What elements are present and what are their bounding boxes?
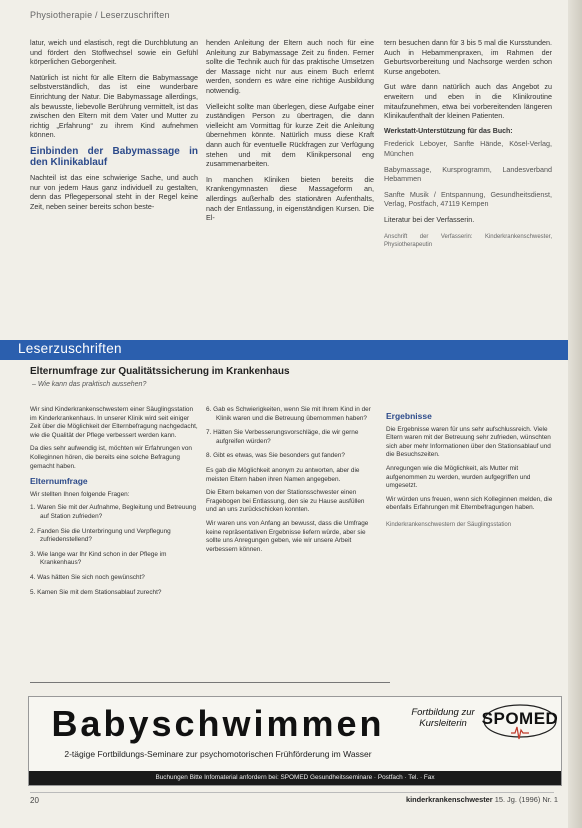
page-number: 20 — [30, 796, 39, 805]
paragraph: Es gab die Möglichkeit anonym zu antworten, aber die meisten Eltern haben ihren Namen angegeben. — [206, 466, 360, 483]
literature-note: Literatur bei der Verfasserin. — [384, 214, 475, 224]
section-heading: Elternumfrage — [30, 476, 88, 487]
list-item: 2. Fanden Sie die Unterbringung und Verpflegung zufriedenstellend? — [30, 527, 171, 544]
paragraph: Wir sind Kinderkrankenschwestern einer Säuglingsstation im Kinderkrankenhaus. In unserer Klinik wird seit einiger Zeit über die Möglichkeit der Elternbefragung nachgedacht, wie die Qualität der Pflege verbessert werden kann. — [30, 406, 198, 439]
author-address: Anschrift der Verfasserin: Kinderkrankenschwester, Physiotherapeutin — [384, 233, 552, 248]
paragraph: In manchen Kliniken bieten bereits die Krankengymnasten diese Massageform an, allerdings außerhalb des stationären Aufenthalts, nach der Entlassung, in eigenständigen Kursen. Die El- — [206, 174, 374, 223]
reference-item: Frederick Leboyer, Sanfte Hände, Kösel-Verlag, München — [384, 139, 552, 158]
paragraph: Die Ergebnisse waren für uns sehr aufschlussreich. Viele Eltern waren mit der Betreuung sehr zufrieden, wünschten sich aber mehr Informationen über den Stationsablauf und die Besuchszeiten. — [386, 425, 551, 459]
paragraph: Die Eltern bekamen von der Stationsschwester einen Fragebogen bei Entlassung, den sie zu Hause ausfüllen und an uns zurückschicken konnten. — [206, 489, 365, 514]
page-gutter — [568, 0, 582, 828]
article-columns — [30, 406, 552, 696]
list-item: 5. Kamen Sie mit dem Stationsablauf zurecht? — [30, 588, 162, 596]
paragraph: Gut wäre dann natürlich auch das Angebot zu erweitern und eben in die Klinikroutine mitaufzunehmen, etwa bei vorbereitenden längeren Klinikaufenthalt der kleinen Patienten. — [384, 82, 552, 121]
paragraph: Anregungen wie die Möglichkeit, als Mutter mit aufgenommen zu werden, wurden aufgegriffen und umgesetzt. — [386, 464, 531, 490]
paragraph: henden Anleitung der Eltern auch noch für eine Anleitung zur Babymassage Zeit zu finden. Ferner sollte die Technik auch für das praktische Umsetzen der Massage nicht nur aus einem Buch erlernt werden, sondern es wäre eine richtige Ausbildung notwendig. — [206, 38, 374, 95]
paragraph: Da dies sehr aufwendig ist, möchten wir Erfahrungen von Kolleginnen hören, die bereits eine solche Befragung gemacht haben. — [30, 445, 192, 470]
paragraph: Wir waren uns von Anfang an bewusst, dass die Umfrage keine repräsentativen Ergebnisse liefern würde, aber sie sollte uns Anregungen geben, wie wir unsere Arbeit verbessern können. — [206, 519, 369, 553]
section-heading: Einbinden der Babymassage in den Klinikablauf — [30, 145, 198, 168]
list-item: 4. Was hätten Sie sich noch gewünscht? — [30, 573, 145, 581]
letter-author: Kinderkrankenschwestern der Säuglingsstation — [386, 521, 512, 528]
banner-title: Leserzuschriften — [18, 341, 122, 356]
top-column-1 — [30, 38, 198, 217]
advertisement — [28, 696, 562, 786]
section-heading: Ergebnisse — [386, 411, 432, 421]
ad-address-bar: Buchungen Bitte Infomaterial anfordern bei: SPOMED Gesundheitsseminare · Postfach · Tel. · Fax — [29, 771, 561, 785]
ad-tagline: 2-tägige Fortbildungs-Seminare zur psychomotorischen Frühförderung im Wasser — [64, 749, 372, 759]
paragraph: Vielleicht sollte man überlegen, diese Aufgabe einer zuständigen Person zu übertragen, die dann vielleicht am Vormittag für kurze Zeit die Anleitung übernehmen könnte. Natürlich muss diese Kraft dann auch für eventuelle Rückfragen zur Verfügung stehen und mit dem Klinikpersonal eng zusammenarbeiten. — [206, 101, 374, 169]
ad-brand: Babyschwimmen — [51, 703, 385, 744]
journal-name: kinderkrankenschwester — [405, 795, 493, 804]
top-article — [30, 38, 552, 328]
paragraph: Natürlich ist nicht für alle Eltern die Babymassage selbstverständlich, das ist eine wunderbare Einrichtung der Natur. Die Babymassage allerdings, als bewusste, liebevolle Berührung vermittelt, ist das zwischen den Eltern mit dem Vater und Mutter zu richtig „Erfahrung“ zu ihrem Kind aufnehmen können. — [30, 72, 198, 140]
question-list — [206, 406, 374, 461]
article-column-1 — [30, 406, 198, 603]
top-column-3 — [384, 38, 552, 249]
references-heading: Werkstatt-Unterstützung für das Buch: — [384, 127, 513, 135]
list-item: 1. Waren Sie mit der Aufnahme, Begleitung und Betreuung auf Station zufrieden? — [30, 504, 197, 520]
reference-item: Sanfte Musik / Entspannung, Gesundheitsdienst, Verlag, Postfach, 47119 Kempen — [384, 189, 552, 209]
list-item: 7. Hätten Sie Verbesserungsvorschläge, die wir gerne aufgreifen würden? — [206, 429, 359, 445]
list-item: 8. Gibt es etwas, was Sie besonders gut fanden? — [206, 452, 345, 460]
logo-text: SPOMED — [481, 709, 559, 728]
reference-item: Babymassage, Kursprogramm, Landesverband Hebammen — [384, 164, 552, 184]
divider — [30, 682, 390, 683]
running-header: Physiotherapie / Leserzuschriften — [30, 10, 170, 20]
paragraph: Wir stellten Ihnen folgende Fragen: — [30, 490, 130, 498]
article-column-3 — [386, 406, 554, 529]
paragraph: Wir würden uns freuen, wenn sich Kolleginnen melden, die ebenfalls Erfahrungen mit Elternbefragungen haben. — [386, 495, 553, 512]
letter-article — [30, 366, 553, 596]
article-column-2 — [206, 406, 374, 559]
spomed-logo — [481, 703, 559, 743]
journal-footer — [406, 795, 558, 804]
article-subtitle: – Wie kann das praktisch aussehen? — [32, 381, 147, 388]
paragraph: latur, weich und elastisch, regt die Durchblutung an und fördert den Stoffwechsel sowie ein Gefühl körperlichen Geborgenheit. — [30, 38, 198, 67]
footer-divider — [30, 792, 554, 793]
paragraph: tern besuchen dann für 3 bis 5 mal die Kursstunden. Auch in Hebammenpraxen, im Rahmen der Geburtsvorbereitung und Nachsorge werden schon Kurse angeboten. — [384, 38, 552, 76]
list-item: 6. Gab es Schwierigkeiten, wenn Sie mit Ihrem Kind in der Klinik waren und die Betreuung übernommen haben? — [206, 406, 371, 422]
list-item: 3. Wie lange war Ihr Kind schon in der Pflege im Krankenhaus? — [30, 550, 167, 567]
top-column-2 — [206, 38, 374, 229]
ad-fortbildung-label: Fortbildung zur Kursleiterin — [411, 707, 475, 729]
paragraph: Nachteil ist das eine schwierige Sache, und auch nur von jedem Haus ganz individuell zu gestalten, denn das Pflegepersonal steht in der Regel keine Zeit, neben seiner bereits schon beste- — [30, 172, 198, 211]
question-list — [30, 504, 198, 597]
journal-issue: 15. Jg. (1996) Nr. 1 — [494, 795, 558, 804]
section-banner — [0, 340, 568, 360]
article-title: Elternumfrage zur Qualitätssicherung im Krankenhaus — [30, 366, 290, 377]
